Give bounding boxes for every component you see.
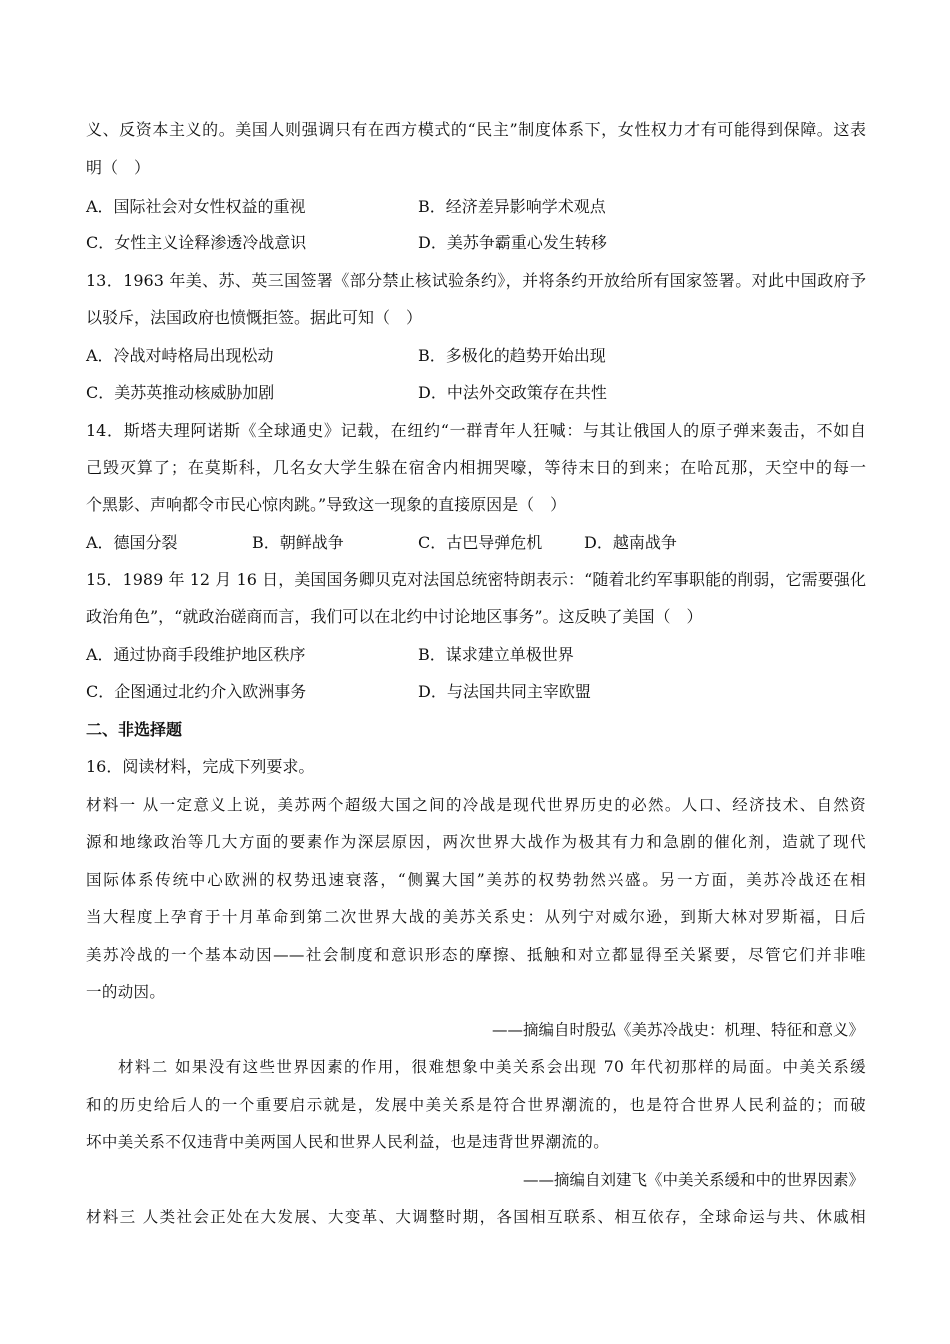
q14-stem-line2: 己毁灭算了；在莫斯科，几名女大学生躲在宿舍内相拥哭嚎，等待末日的到来；在哈瓦那，天空中的每一	[86, 458, 866, 477]
material1-source: ——摘编自时殷弘《美苏冷战史：机理、特征和意义》	[491, 1021, 864, 1039]
q15-option-c[interactable]: C．企图通过北约介入欧洲事务	[86, 682, 307, 701]
q13-stem-line1: 13．1963 年美、苏、英三国签署《部分禁止核试验条约》，并将条约开放给所有国家签署。对此中国政府予	[86, 271, 866, 290]
q15-option-b[interactable]: B．谋求建立单极世界	[418, 645, 574, 664]
q14-option-c[interactable]: C．古巴导弹危机	[418, 533, 543, 552]
section-heading: 二、非选择题	[86, 720, 183, 739]
q12-option-b[interactable]: B．经济差异影响学术观点	[418, 197, 606, 216]
material3-line1: 材料三 人类社会正处在大发展、大变革、大调整时期，各国相互联系、相互依存，全球命运与共、休戚相	[86, 1208, 866, 1226]
material1-line2: 源和地缘政治等几大方面的要素作为深层原因，两次世界大战作为极其有力和急剧的催化剂，造就了现代	[86, 833, 866, 851]
q13-option-c[interactable]: C．美苏英推动核威胁加剧	[86, 383, 275, 402]
q12-option-d[interactable]: D．美苏争霸重心发生转移	[418, 233, 607, 252]
material2-line1: 材料二 如果没有这些世界因素的作用，很难想象中美关系会出现 70 年代初那样的局面。中美关系缓	[118, 1058, 866, 1076]
q12-stem-line1: 义、反资本主义的。美国人则强调只有在西方模式的“民主”制度体系下，女性权力才有可能得到保障。这表	[86, 120, 866, 139]
q15-stem-line2: 政治角色”，“就政治磋商而言，我们可以在北约中讨论地区事务”。这反映了美国（ ）	[86, 607, 703, 626]
material1-line5: 美苏冷战的一个基本动因——社会制度和意识形态的摩擦、抵触和对立都显得至关紧要，尽管它们并非唯	[86, 946, 866, 964]
q14-option-b[interactable]: B．朝鲜战争	[252, 533, 344, 552]
q15-option-d[interactable]: D．与法国共同主宰欧盟	[418, 682, 591, 701]
material2-line2: 和的历史给后人的一个重要启示就是，发展中美关系是符合世界潮流的，也是符合世界人民利益的；而破	[86, 1096, 866, 1114]
q13-option-b[interactable]: B．多极化的趋势开始出现	[418, 346, 606, 365]
material1-line4: 当大程度上孕育于十月革命到第二次世界大战的美苏关系史：从列宁对威尔逊，到斯大林对罗斯福，日后	[86, 908, 866, 926]
q14-stem-line3: 个黑影、声响都令市民心惊肉跳。”导致这一现象的直接原因是（ ）	[86, 495, 567, 514]
q12-stem-line2: 明（ ）	[86, 158, 151, 177]
q14-option-a[interactable]: A．德国分裂	[86, 533, 178, 552]
material1-line1: 材料一 从一定意义上说，美苏两个超级大国之间的冷战是现代世界历史的必然。人口、经济技术、自然资	[86, 796, 866, 814]
q13-stem-line2: 以驳斥，法国政府也愤慨拒签。据此可知（ ）	[86, 308, 423, 327]
material2-line3: 坏中美关系不仅违背中美两国人民和世界人民利益，也是违背世界潮流的。	[86, 1133, 610, 1151]
q15-stem-line1: 15．1989 年 12 月 16 日，美国国务卿贝克对法国总统密特朗表示：“随着北约军事职能的削弱，它需要强化	[86, 570, 866, 589]
material2-source: ——摘编自刘建飞《中美关系缓和中的世界因素》	[522, 1171, 864, 1189]
q15-option-a[interactable]: A．通过协商手段维护地区秩序	[86, 645, 306, 664]
q14-option-d[interactable]: D．越南战争	[584, 533, 677, 552]
q14-stem-line1: 14．斯塔夫理阿诺斯《全球通史》记载，在纽约“一群青年人狂喊：与其让俄国人的原子弹来轰击，不如自	[86, 421, 866, 440]
material1-line6: 一的动因。	[86, 983, 166, 1001]
q13-option-d[interactable]: D．中法外交政策存在共性	[418, 383, 607, 402]
q12-option-a[interactable]: A．国际社会对女性权益的重视	[86, 197, 306, 216]
q13-option-a[interactable]: A．冷战对峙格局出现松动	[86, 346, 274, 365]
q16-prompt: 16．阅读材料，完成下列要求。	[86, 757, 315, 776]
q12-option-c[interactable]: C．女性主义诠释渗透冷战意识	[86, 233, 307, 252]
material1-line3: 国际体系传统中心欧洲的权势迅速衰落，“侧翼大国”美苏的权势勃然兴盛。另一方面，美苏冷战还在相	[86, 871, 866, 889]
